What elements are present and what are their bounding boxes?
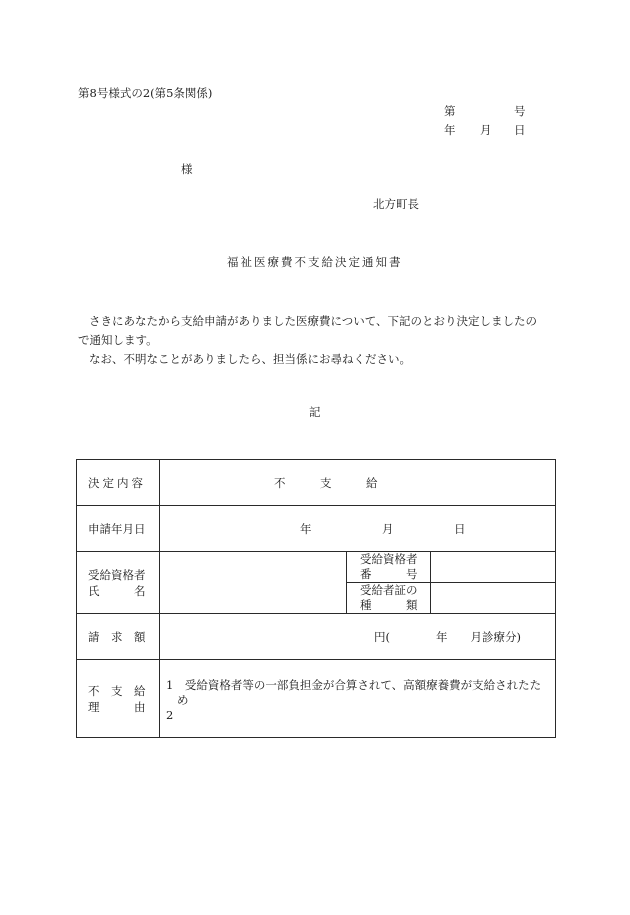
claim-value-cell (160, 614, 556, 660)
body-line-3: なお、不明なことがありましたら、担当係にお尋ねください。 (89, 352, 411, 366)
application-date-month: 月 (382, 521, 394, 536)
decision-char-2: 支 (320, 475, 332, 490)
decision-char-3: 給 (366, 475, 378, 490)
recipient-name-label-line-2: 氏 名 (88, 583, 146, 598)
recipient-name-value-cell (160, 552, 347, 614)
document-number-suffix: 号 (514, 104, 526, 118)
date-year: 年 (444, 123, 456, 137)
claim-label: 請 求 額 (88, 629, 146, 644)
ki-heading: 記 (309, 405, 321, 419)
reason-item-2: 2 (166, 708, 174, 722)
recipient-number-value-cell (431, 552, 556, 583)
certificate-type-label-line-1: 受給者証の (360, 583, 418, 597)
table-row-recipient-1 (77, 552, 556, 583)
decision-table (76, 459, 556, 738)
application-date-year: 年 (300, 521, 312, 536)
claim-value: 円( 年 月診療分) (374, 629, 521, 644)
body-line-1: さきにあなたから支給申請がありました医療費について、下記のとおり決定しましたの (89, 314, 538, 328)
date-day: 日 (514, 123, 526, 137)
application-date-day: 日 (454, 521, 466, 536)
recipient-name-label-line-1: 受給資格者 (88, 567, 146, 582)
table-row-application-date (77, 506, 556, 552)
reason-item-1: 1 受給資格者等の一部負担金が合算されて、高額療養費が支給されたた (166, 678, 542, 692)
reason-item-1-continued: め (177, 693, 189, 707)
document-title: 福祉医療費不支給決定通知書 (227, 255, 403, 269)
table-row-decision (77, 460, 556, 506)
decision-char-1: 不 (274, 475, 286, 490)
table-row-claim (77, 614, 556, 660)
certificate-type-value-cell (431, 583, 556, 614)
recipient-name-label-cell (77, 552, 160, 614)
recipient-number-label-line-2: 番 号 (360, 567, 418, 581)
reason-label-line-2: 理 由 (88, 699, 146, 714)
reason-label-cell (77, 660, 160, 738)
document-number-label: 第 (444, 104, 456, 118)
decision-label-cell (77, 460, 160, 506)
certificate-type-label-cell (347, 583, 431, 614)
addressee-honorific: 様 (181, 162, 193, 176)
body-line-2: で通知します。 (78, 333, 158, 347)
claim-label-cell (77, 614, 160, 660)
recipient-number-label-cell (347, 552, 431, 583)
application-date-value-cell (160, 506, 556, 552)
issuer: 北方町長 (373, 197, 419, 211)
body-text (78, 312, 558, 369)
table-row-reason (77, 660, 556, 738)
reason-label-line-1: 不 支 給 (88, 683, 146, 698)
decision-value-cell (160, 460, 556, 506)
decision-label: 決定内容 (88, 475, 146, 490)
recipient-number-label-line-1: 受給資格者 (360, 552, 418, 566)
application-date-label-cell (77, 506, 160, 552)
application-date-label: 申請年月日 (88, 521, 146, 536)
date-month: 月 (480, 123, 492, 137)
form-identifier: 第8号様式の2(第5条関係) (78, 86, 213, 100)
reason-value-cell (160, 660, 556, 738)
certificate-type-label-line-2: 種 類 (360, 598, 418, 612)
